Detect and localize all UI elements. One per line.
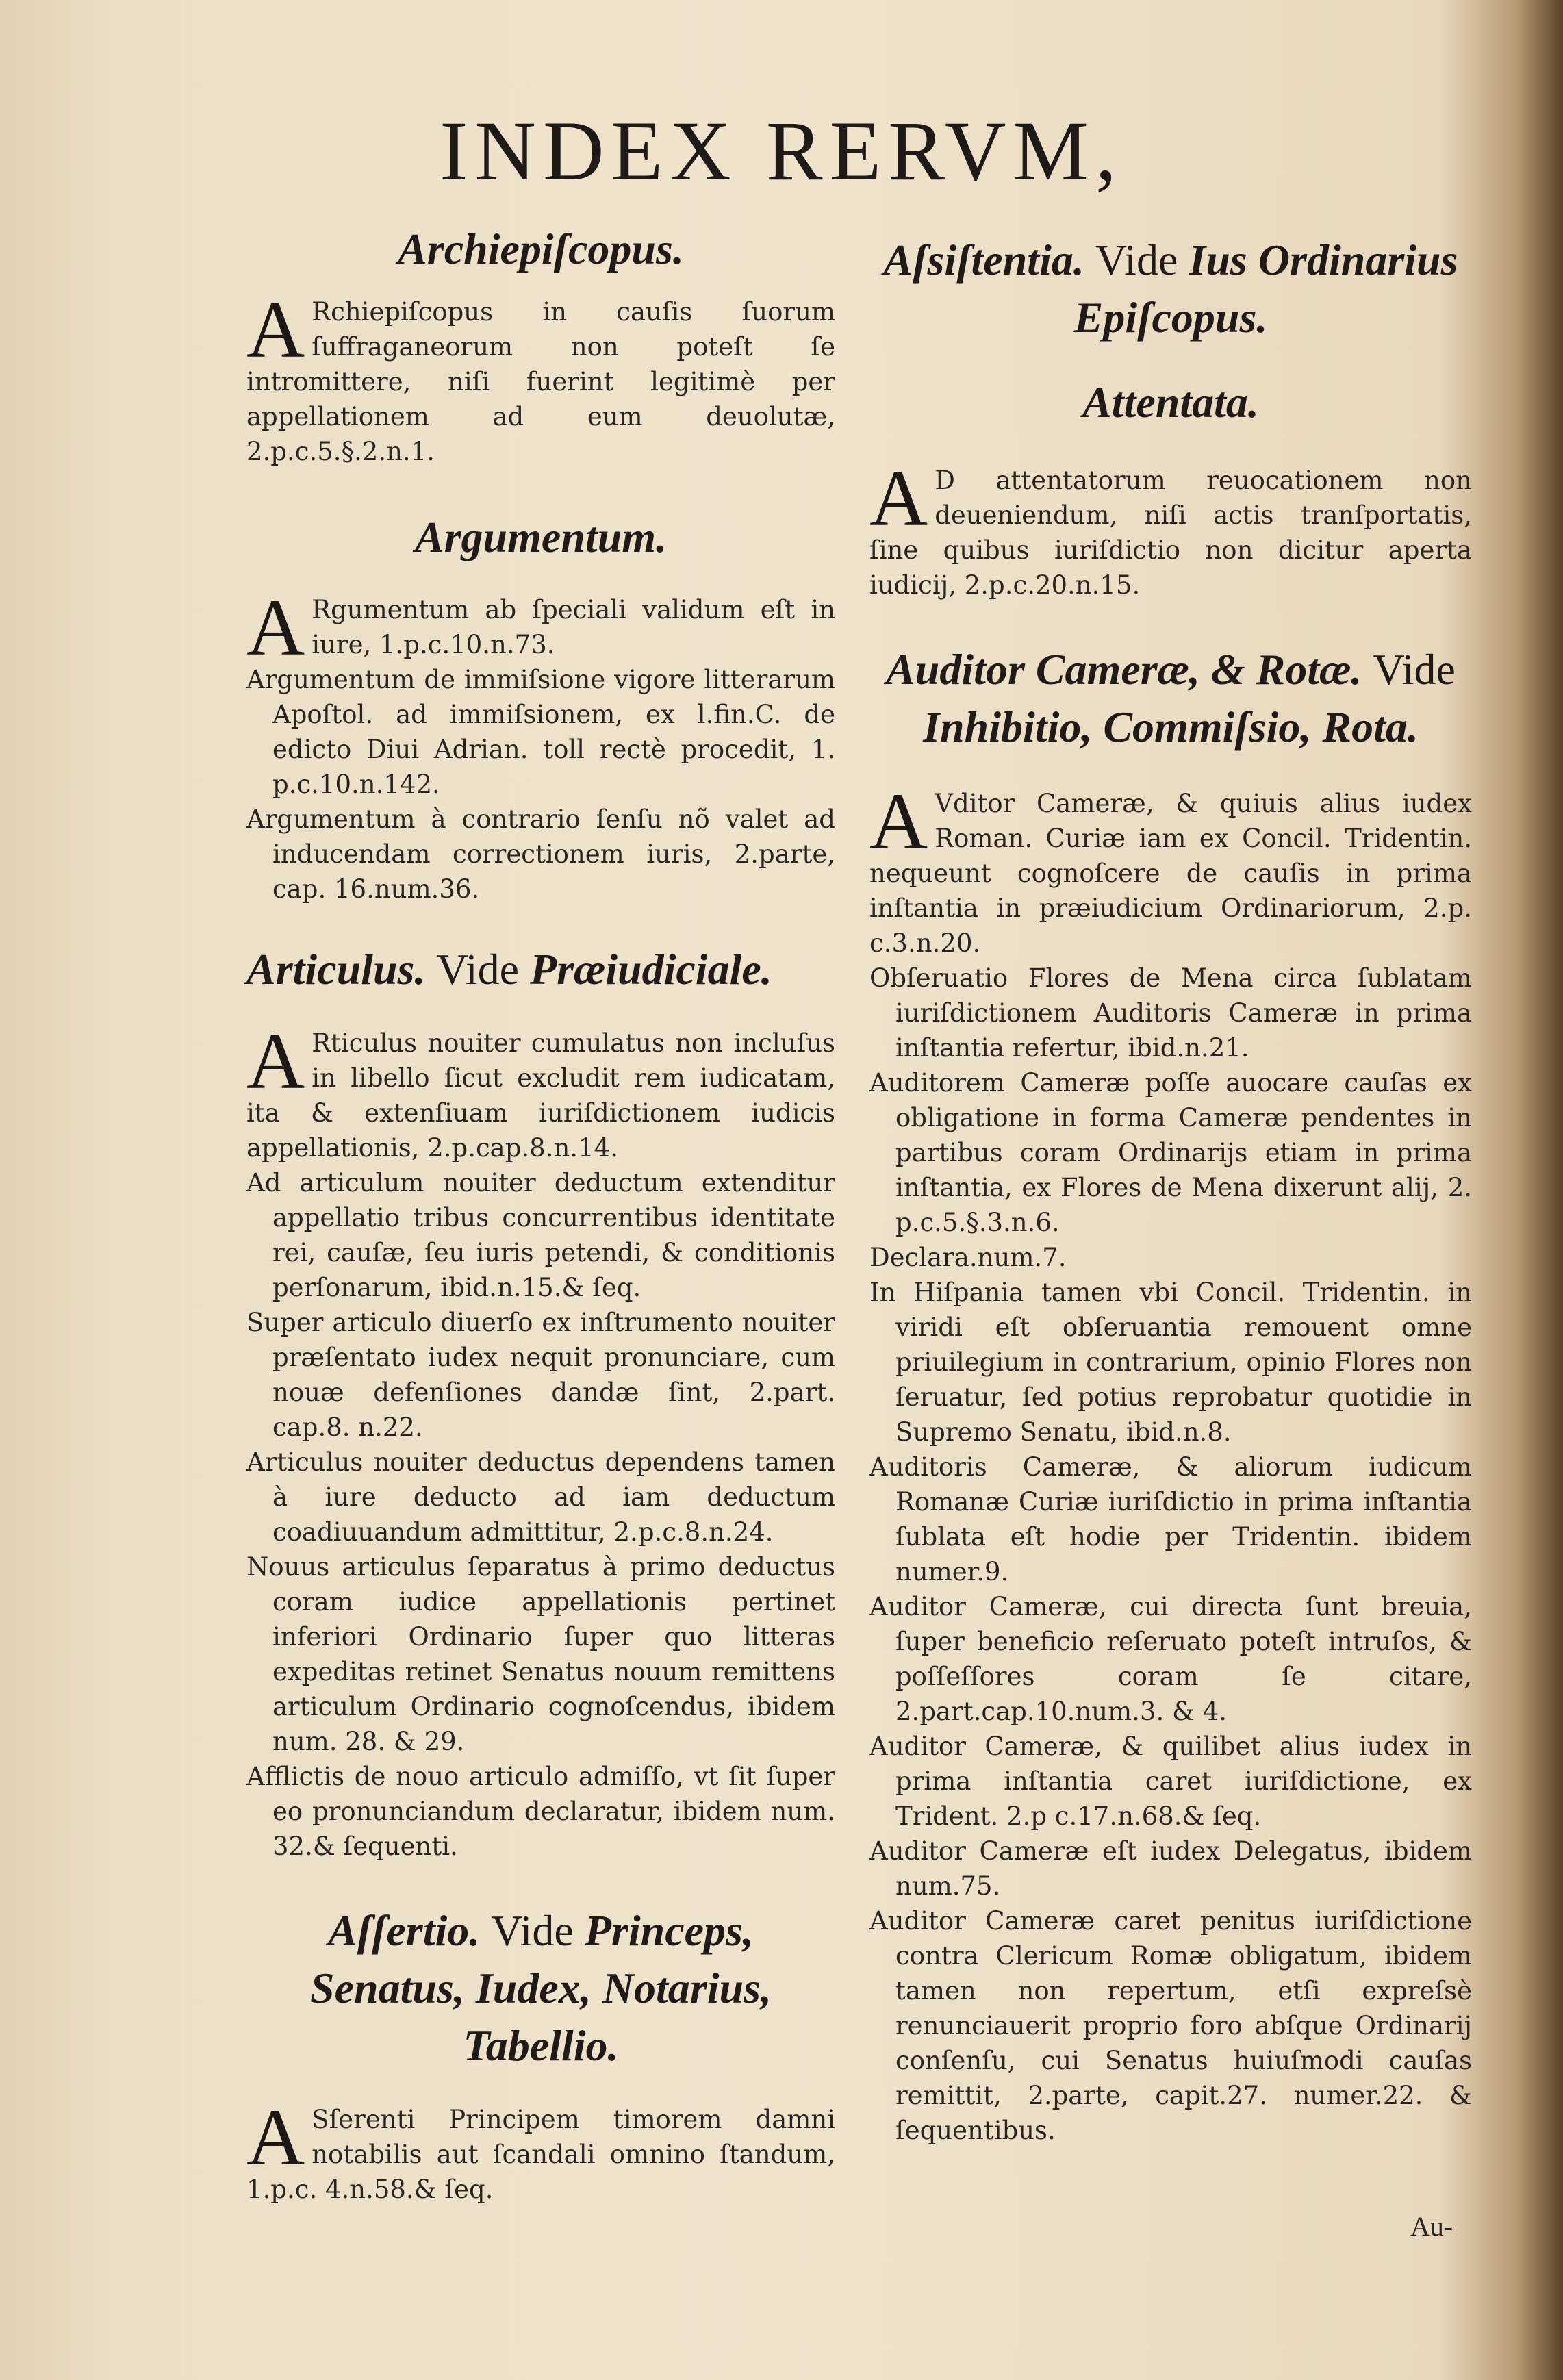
entry-articulus-6: Afflictis de nouo articulo admiſſo, vt ſit ſuper eo pronunciandum declaratur, ibidem num. 32.& ſequenti. <box>246 1762 835 1861</box>
entry-auditor-6: Auditoris Cameræ, & aliorum iudicum Romanæ Curiæ iuriſdictio in prima inſtantia ſublata eſt hodie per Tridentin. ibidem numer.9. <box>869 1452 1472 1586</box>
right-column <box>869 212 1472 2148</box>
entry-archiepiscopus-1: A Rchiepiſcopus in cauſis ſuorum ſuffraganeorum non poteſt ſe intromittere, niſi fuerint legitimè per appellationem ad eum deuolutæ, 2.p.c.5.§.2.n.1. <box>246 285 835 466</box>
entry-auditor-3: Auditorem Cameræ poſſe auocare cauſas ex obligatione in forma Cameræ pendentes in partibus coram Ordinarijs etiam in prima inſtantia, ex Flores de Mena dixerunt alij, 2. p.c.5.§.3.n.6. <box>869 1068 1472 1237</box>
entry-auditor-8: Auditor Cameræ, & quilibet alius iudex in prima inſtantia caret iuriſdictione, ex Trident. 2.p c.17.n.68.& ſeq. <box>869 1732 1472 1831</box>
entry-attentata-1: A D attentatorum reuocationem non deueniendum, niſi actis tranſportatis, ſine quibus iuriſdictio non dicitur aperta iudicij, 2.p.c.20.n.15. <box>869 453 1472 600</box>
entry-articulus-4: Articulus nouiter deductus dependens tamen à iure deducto ad iam deductum coadiuuandum admittitur, 2.p.c.8.n.24. <box>246 1447 835 1547</box>
left-column <box>246 212 835 2207</box>
dropcap: A <box>246 2092 305 2182</box>
entry-articulus-2: Ad articulum nouiter deductum extenditur appellatio tribus concurrentibus identitate rei, cauſæ, ſeu iuris petendi, & conditionis perſonarum, ibid.n.15.& ſeq. <box>246 1168 835 1302</box>
entry-assertio-1: A Sſerenti Principem timorem damni notabilis aut ſcandali omnino ſtandum, 1.p.c. 4.n.58.& ſeq. <box>246 2092 835 2204</box>
entry-auditor-1: A Vditor Cameræ, & quiuis alius iudex Roman. Curiæ iam ex Concil. Tridentin. nequeunt cognoſcere de cauſis in prima inſtantia in præiudicium Ordinariorum, 2.p. c.3.n.20. <box>869 776 1472 958</box>
entry-argumentum-3: Argumentum à contrario ſenſu nõ valet ad inducendam correctionem iuris, 2.parte, cap. 16.num.36. <box>246 805 835 904</box>
entry-articulus-5: Nouus articulus ſeparatus à primo deductus coram iudice appellationis pertinet inferiori Ordinario ſuper quo litteras expeditas retinet Senatus nouum remittens articulum Ordinario cognoſcendus, ibidem num. 28. & 29. <box>246 1552 835 1756</box>
heading-argumentum: Argumentum. <box>414 513 668 561</box>
entry-argumentum-2: Argumentum de immiſsione vigore litterarum Apoſtol. ad immiſsionem, ex l.fin.C. de edicto Diui Adrian. toll rectè procedit, 1. p.c.10.n.142. <box>246 665 835 799</box>
heading-assertio: Aſſertio. Vide Princeps, Senatus, Iudex, Notarius, Tabellio. <box>310 1906 772 2070</box>
heading-auditor: Auditor Cameræ, & Rotæ. Vide Inhibitio, Commiſsio, Rota. <box>886 645 1456 751</box>
heading-attentata: Attentata. <box>1082 378 1259 427</box>
dropcap: A <box>869 776 928 866</box>
heading-articulus: Articulus. Vide Præiudiciale. <box>246 945 772 993</box>
entry-auditor-9: Auditor Cameræ eſt iudex Delegatus, ibidem num.75. <box>869 1836 1472 1901</box>
heading-archiepiscopus: Archiepiſcopus. <box>398 225 684 273</box>
entry-auditor-5: In Hiſpania tamen vbi Concil. Tridentin. in viridi eſt obſeruantia remouent omne priuilegium in contrarium, opinio Flores non ſeruatur, ſed potius reprobatur quotidie in Supremo Senatu, ibid.n.8. <box>869 1278 1472 1447</box>
dropcap: A <box>246 583 305 672</box>
catchword: Au- <box>1410 2211 1453 2242</box>
entry-auditor-2: Obſeruatio Flores de Mena circa ſublatam iuriſdictionem Auditoris Cameræ in prima inſtantia refertur, ibid.n.21. <box>869 963 1472 1063</box>
dropcap: A <box>246 1016 305 1106</box>
entry-auditor-4: Declara.num.7. <box>869 1243 1067 1272</box>
entry-articulus-3: Super articulo diuerſo ex inſtrumento nouiter præſentato iudex nequit pronunciare, cum nouæ defenſiones dandæ ſint, 2.part. cap.8. n.22. <box>246 1308 835 1442</box>
entry-argumentum-1: A Rgumentum ab ſpeciali validum eſt in iure, 1.p.c.10.n.73. <box>246 583 835 672</box>
dropcap: A <box>246 285 305 375</box>
entry-auditor-10: Auditor Cameræ caret penitus iuriſdictione contra Clericum Romæ obligatum, ibidem tamen non repertum, etſi expreſsè renunciauerit proprio foro abſque Ordinarij conſenſu, cui Senatus huiuſmodi cauſas remittit, 2.parte, capit.27. numer.22. & ſequentibus. <box>869 1906 1472 2145</box>
page-title: INDEX RERVM, <box>440 104 1123 198</box>
heading-assistentia: Aſsiſtentia. Vide Ius Ordinarius Epiſcopus. <box>883 236 1458 342</box>
entry-auditor-7: Auditor Cameræ, cui directa ſunt breuia, ſuper beneficio reſeruato poteſt intruſos, & poſſeſſores coram ſe citare, 2.part.cap.10.num.3. & 4. <box>869 1592 1472 1726</box>
dropcap: A <box>869 453 928 543</box>
entry-articulus-1: A Rticulus nouiter cumulatus non incluſus in libello ſicut excludit rem iudicatam, ita & extenſiuam iuriſdictionem iudicis appellationis, 2.p.cap.8.n.14. <box>246 1016 835 1163</box>
